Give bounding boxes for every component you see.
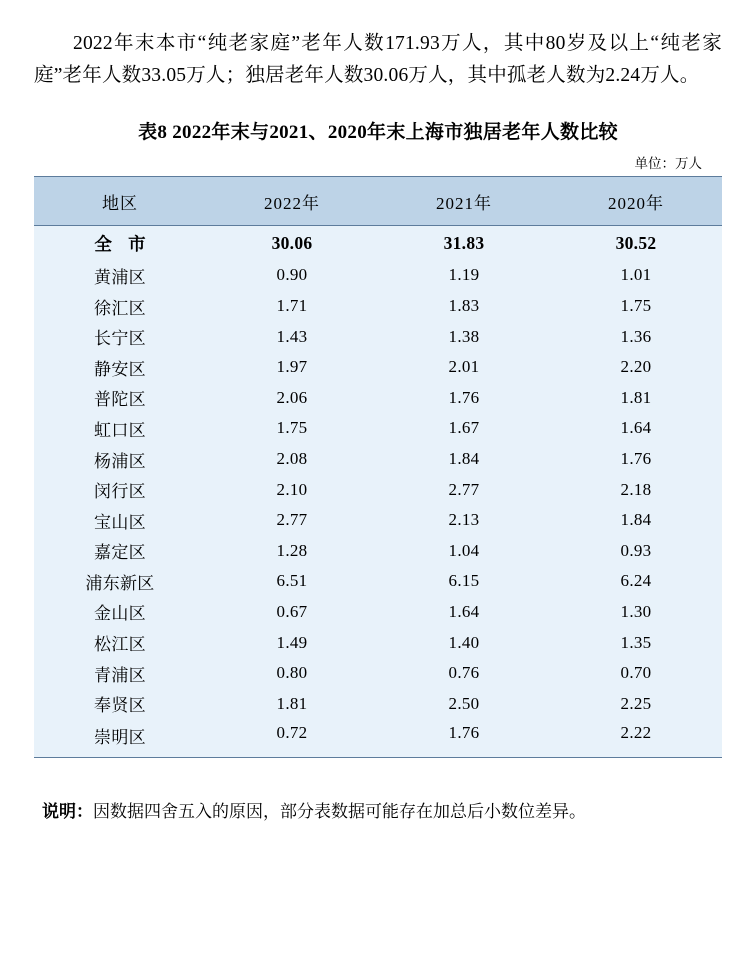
- cell-2021: 1.19: [378, 260, 550, 291]
- row-label: 长宁区: [34, 321, 206, 352]
- row-label: 青浦区: [34, 658, 206, 689]
- cell-2022: 1.81: [206, 688, 378, 719]
- table-row: [34, 474, 722, 505]
- row-label: 嘉定区: [34, 536, 206, 567]
- row-label: 崇明区: [34, 719, 206, 758]
- table-row: [34, 321, 722, 352]
- cell-2021: 1.76: [378, 719, 550, 758]
- row-label: 全 市: [34, 226, 206, 261]
- table-row: [34, 352, 722, 383]
- table-row: [34, 260, 722, 291]
- row-label: 徐汇区: [34, 291, 206, 322]
- cell-2021: 1.04: [378, 536, 550, 567]
- cell-2022: 0.80: [206, 658, 378, 689]
- row-label: 杨浦区: [34, 444, 206, 475]
- cell-2022: 1.71: [206, 291, 378, 322]
- table-body: [34, 226, 722, 758]
- table-row: [34, 291, 722, 322]
- cell-2022: 0.90: [206, 260, 378, 291]
- table-row: [34, 566, 722, 597]
- table-row: [34, 627, 722, 658]
- table-row: [34, 536, 722, 567]
- row-label: 黄浦区: [34, 260, 206, 291]
- cell-2021: 2.13: [378, 505, 550, 536]
- cell-2021: 1.76: [378, 383, 550, 414]
- cell-2021: 6.15: [378, 566, 550, 597]
- cell-2021: 2.77: [378, 474, 550, 505]
- cell-2022: 2.77: [206, 505, 378, 536]
- cell-2021: 1.67: [378, 413, 550, 444]
- cell-2021: 1.84: [378, 444, 550, 475]
- cell-2020: 1.81: [550, 383, 722, 414]
- cell-2021: 1.83: [378, 291, 550, 322]
- cell-2022: 1.43: [206, 321, 378, 352]
- row-label: 普陀区: [34, 383, 206, 414]
- cell-2021: 1.38: [378, 321, 550, 352]
- column-header-region: 地区: [34, 177, 206, 226]
- cell-2022: 0.72: [206, 719, 378, 758]
- cell-2020: 30.52: [550, 226, 722, 261]
- cell-2022: 2.06: [206, 383, 378, 414]
- table-row: [34, 226, 722, 261]
- table-row: [34, 597, 722, 628]
- cell-2020: 1.35: [550, 627, 722, 658]
- row-label: 静安区: [34, 352, 206, 383]
- cell-2021: 1.64: [378, 597, 550, 628]
- table-header-row: [34, 177, 722, 226]
- cell-2020: 1.01: [550, 260, 722, 291]
- table-row: [34, 658, 722, 689]
- table-row: [34, 444, 722, 475]
- table-row: [34, 719, 722, 758]
- row-label: 虹口区: [34, 413, 206, 444]
- column-header-2022: 2022年: [206, 177, 378, 226]
- cell-2021: 0.76: [378, 658, 550, 689]
- column-header-2021: 2021年: [378, 177, 550, 226]
- row-label: 闵行区: [34, 474, 206, 505]
- cell-2022: 30.06: [206, 226, 378, 261]
- cell-2020: 2.20: [550, 352, 722, 383]
- cell-2022: 1.75: [206, 413, 378, 444]
- cell-2022: 2.10: [206, 474, 378, 505]
- cell-2020: 0.93: [550, 536, 722, 567]
- cell-2022: 1.49: [206, 627, 378, 658]
- row-label: 浦东新区: [34, 566, 206, 597]
- table-row: [34, 688, 722, 719]
- note-label: 说明：: [42, 802, 93, 822]
- cell-2022: 0.67: [206, 597, 378, 628]
- row-label: 松江区: [34, 627, 206, 658]
- note-text: 因数据四舍五入的原因，部分表数据可能存在加总后小数位差异。: [93, 802, 586, 822]
- cell-2020: 1.84: [550, 505, 722, 536]
- table-row: [34, 413, 722, 444]
- cell-2020: 1.36: [550, 321, 722, 352]
- intro-paragraph: 2022年末本市“纯老家庭”老年人数171.93万人，其中80岁及以上“纯老家庭”老年人数33.05万人；独居老年人数30.06万人，其中孤老人数为2.24万人。: [34, 33, 722, 86]
- cell-2021: 2.01: [378, 352, 550, 383]
- cell-2021: 2.50: [378, 688, 550, 719]
- cell-2022: 1.28: [206, 536, 378, 567]
- cell-2022: 6.51: [206, 566, 378, 597]
- cell-2020: 2.18: [550, 474, 722, 505]
- cell-2020: 2.25: [550, 688, 722, 719]
- cell-2020: 6.24: [550, 566, 722, 597]
- cell-2022: 2.08: [206, 444, 378, 475]
- column-header-2020: 2020年: [550, 177, 722, 226]
- cell-2020: 1.75: [550, 291, 722, 322]
- cell-2021: 1.40: [378, 627, 550, 658]
- elderly-living-alone-table: [34, 176, 722, 758]
- cell-2021: 31.83: [378, 226, 550, 261]
- unit-label: 单位：万人: [634, 156, 702, 172]
- cell-2022: 1.97: [206, 352, 378, 383]
- cell-2020: 2.22: [550, 719, 722, 758]
- cell-2020: 1.76: [550, 444, 722, 475]
- table-row: [34, 505, 722, 536]
- row-label: 奉贤区: [34, 688, 206, 719]
- table-title: 表8 2022年末与2021、2020年末上海市独居老年人数比较: [138, 122, 618, 144]
- table-note: [42, 798, 718, 825]
- row-label: 金山区: [34, 597, 206, 628]
- table-row: [34, 383, 722, 414]
- cell-2020: 1.30: [550, 597, 722, 628]
- cell-2020: 0.70: [550, 658, 722, 689]
- cell-2020: 1.64: [550, 413, 722, 444]
- row-label: 宝山区: [34, 505, 206, 536]
